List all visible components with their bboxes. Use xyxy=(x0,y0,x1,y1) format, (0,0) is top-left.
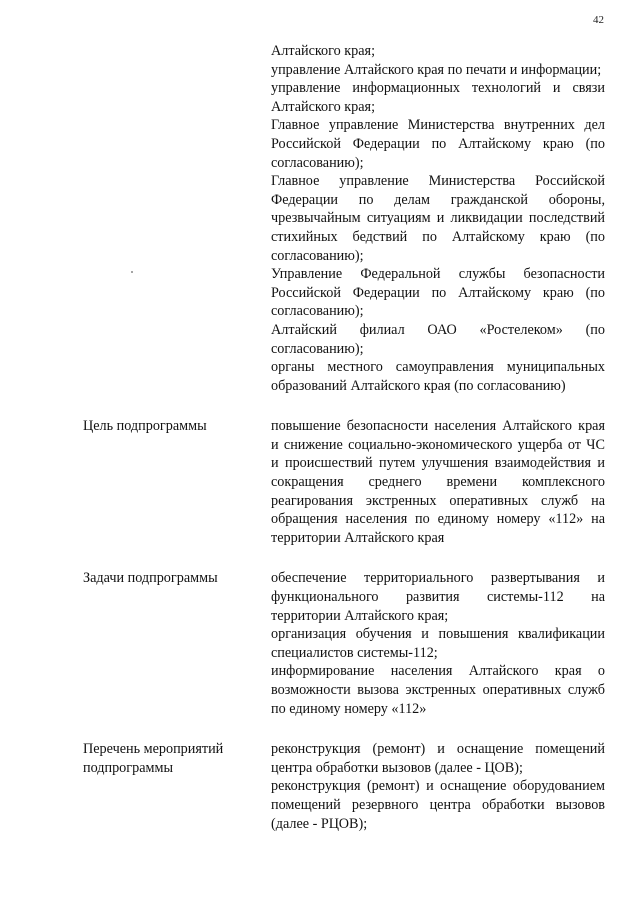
section-label: Цель подпрограммы xyxy=(83,418,207,435)
list-item: Управление Федеральной службы безопасности Российской Федерации по Алтайскому краю (по согласованию); xyxy=(271,266,605,320)
list-item: Алтайский филиал ОАО «Ростелеком» (по согласованию); xyxy=(271,321,605,357)
section-label: Задачи подпрограммы xyxy=(83,570,218,587)
section-value xyxy=(271,740,605,833)
section-value xyxy=(271,417,605,547)
list-item: управление информационных технологий и связи Алтайского края; xyxy=(271,80,605,115)
list-item: организация обучения и повышения квалификации специалистов системы-112; xyxy=(271,626,605,661)
list-item: Алтайского края; xyxy=(271,43,376,59)
list-item: Главное управление Министерства Российской Федерации по делам гражданской обороны, чрезвычайным ситуациям и ликвидации последствий стихийных бедствий по Алтайскому краю (по согласованию); xyxy=(271,173,605,264)
page-number: 42 xyxy=(593,14,604,26)
list-item: повышение безопасности населения Алтайского края и снижение социально-экономического ущерба от ЧС и происшествий путем улучшения взаимодействия и сокращения среднего времени комплексного реагирования экстренных оперативных служб на обращения населения по единому номеру «112» на территории Алтайского края xyxy=(271,418,605,546)
list-item: органы местного самоуправления муниципальных образований Алтайского края (по согласованию) xyxy=(271,359,605,394)
section-tasks xyxy=(83,569,605,718)
section-value xyxy=(271,42,605,395)
list-item: реконструкция (ремонт) и оснащение оборудованием помещений резервного центра обработки вызовов (далее - РЦОВ); xyxy=(271,778,605,832)
list-item: управление Алтайского края по печати и информации; xyxy=(271,61,602,78)
list-item: Главное управление Министерства внутренних дел Российской Федерации по Алтайскому краю (по согласованию); xyxy=(271,117,605,171)
section-label: Перечень мероприятий подпрограммы xyxy=(83,741,224,776)
section-goal xyxy=(83,417,605,547)
section-value xyxy=(271,569,605,718)
list-item: обеспечение территориального развертывания и функционального развития системы-112 на территории Алтайского края; xyxy=(271,570,605,624)
list-item: реконструкция (ремонт) и оснащение помещений центра обработки вызовов (далее - ЦОВ); xyxy=(271,741,605,776)
section-activities xyxy=(83,740,605,833)
section-participants xyxy=(83,42,605,395)
list-item: информирование населения Алтайского края о возможности вызова экстренных оперативных служб по единому номеру «112» xyxy=(271,663,605,717)
program-passport-table xyxy=(83,42,605,833)
